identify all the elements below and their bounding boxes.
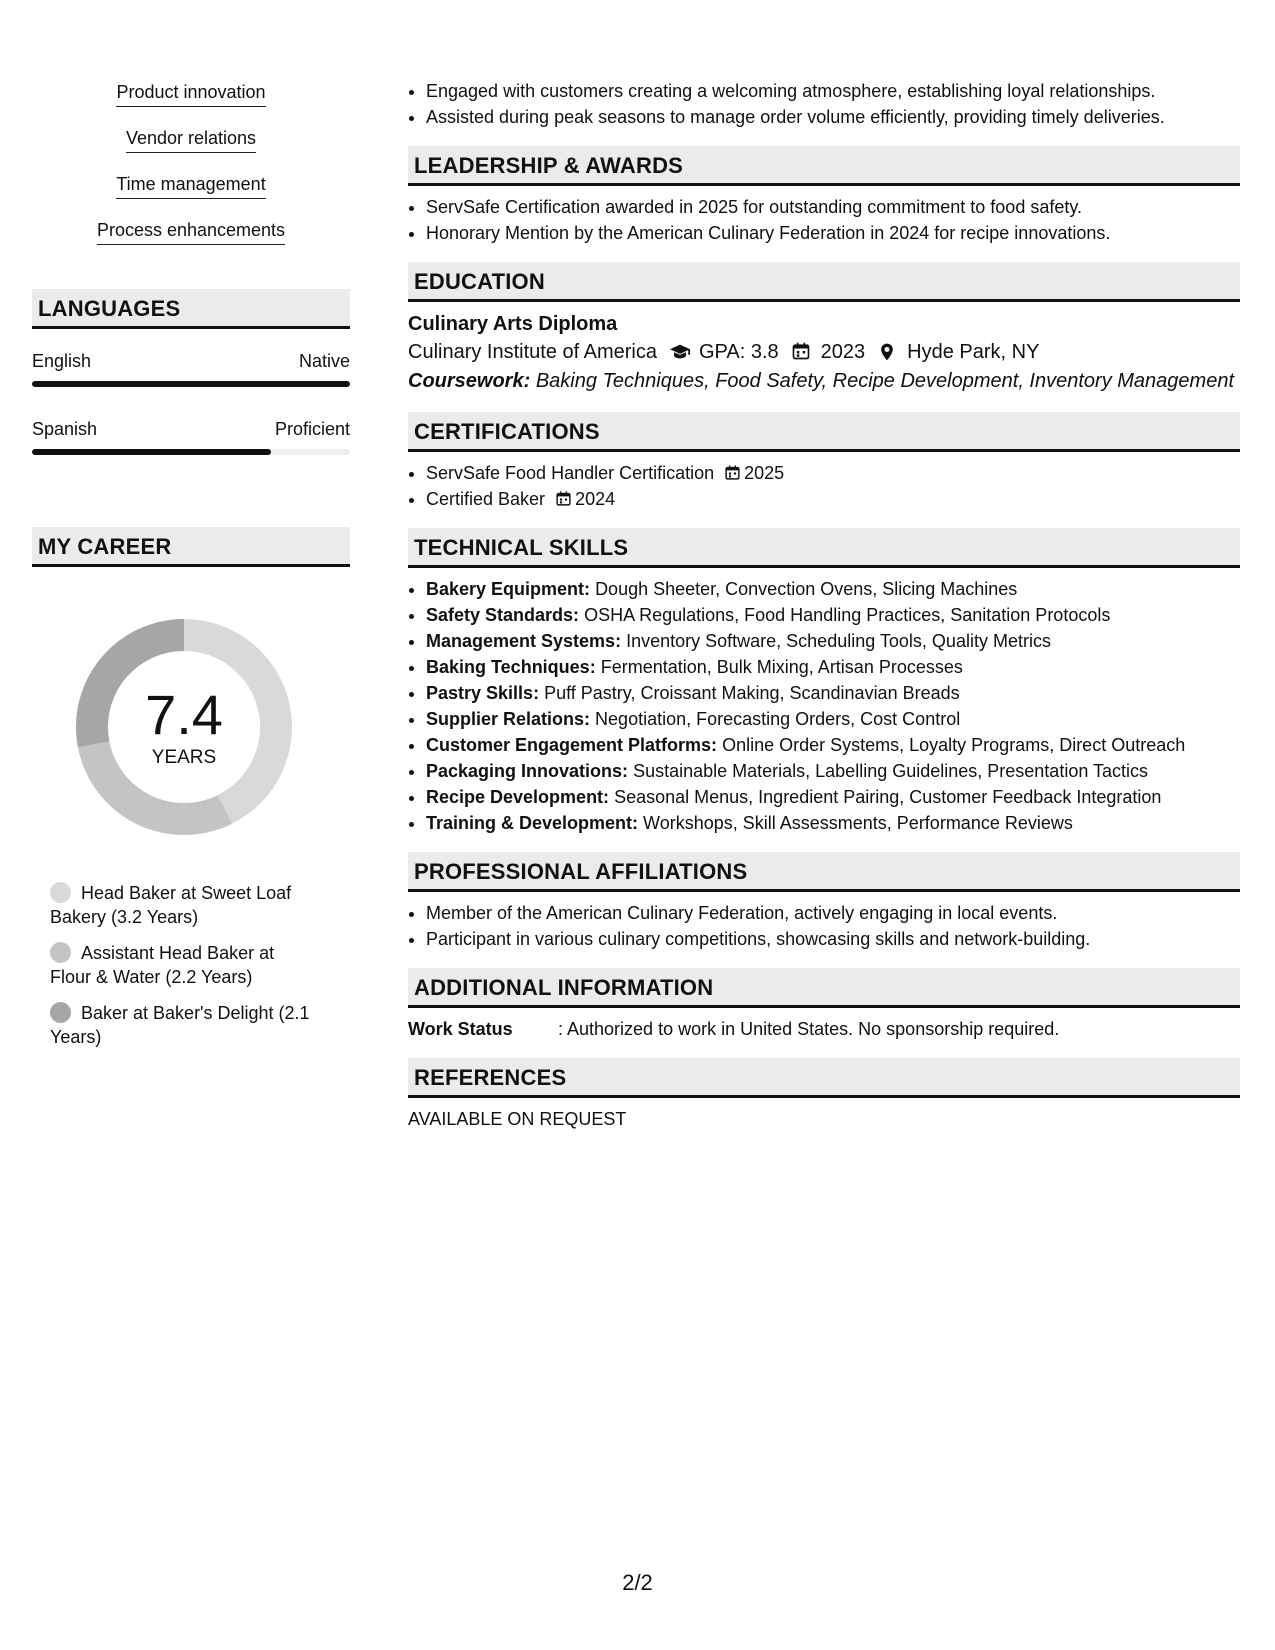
references-text: AVAILABLE ON REQUEST — [408, 1109, 627, 1129]
map-pin-icon — [877, 341, 899, 363]
education-year: 2023 — [820, 341, 866, 363]
references-section — [408, 1058, 1240, 1132]
strengths-list — [32, 80, 350, 245]
career-total: 7.4 — [145, 683, 223, 746]
legend-dot — [50, 882, 71, 903]
language-bar — [32, 449, 350, 455]
list-item: • Supplier Relations: Negotiation, Forecasting Orders, Cost Control — [426, 706, 1240, 732]
coursework-value: Baking Techniques, Food Safety, Recipe Development, Inventory Management — [535, 370, 1234, 392]
list-item: • Member of the American Culinary Federation, actively engaging in local events. — [426, 900, 1240, 926]
education-heading: EDUCATION — [408, 262, 1240, 302]
experience-bullets — [408, 78, 1240, 130]
list-item: • Certified Baker 2024 — [426, 486, 1240, 512]
work-status-label: Work Status — [408, 1019, 513, 1039]
career-unit: YEARS — [151, 747, 217, 768]
leadership-heading: LEADERSHIP & AWARDS — [408, 146, 1240, 186]
list-item: • Recipe Development: Seasonal Menus, Ingredient Pairing, Customer Feedback Integration — [426, 784, 1240, 810]
language-bar — [32, 381, 350, 387]
list-item: • Bakery Equipment: Dough Sheeter, Convection Ovens, Slicing Machines — [426, 576, 1240, 602]
languages-heading: LANGUAGES — [32, 289, 350, 329]
legend-dot — [50, 1002, 71, 1023]
education-gpa: GPA: 3.8 — [699, 341, 779, 363]
education-details — [408, 338, 1240, 366]
right-column — [408, 78, 1240, 1132]
legend-dot — [50, 942, 71, 963]
left-column — [32, 80, 350, 1061]
language-item — [32, 349, 350, 387]
education-section — [408, 262, 1240, 396]
leadership-section — [408, 146, 1240, 246]
strength-item: Product innovation — [32, 80, 350, 107]
list-item: • Customer Engagement Platforms: Online Order Systems, Loyalty Programs, Direct Outreach — [426, 732, 1240, 758]
list-item: • ServSafe Food Handler Certification 2025 — [426, 460, 1240, 486]
technical-skills-heading: TECHNICAL SKILLS — [408, 528, 1240, 568]
list-item: • ServSafe Certification awarded in 2025 for outstanding commitment to food safety. — [426, 194, 1240, 220]
strength-item: Process enhancements — [32, 218, 350, 245]
list-item: • Safety Standards: OSHA Regulations, Food Handling Practices, Sanitation Protocols — [426, 602, 1240, 628]
career-heading: MY CAREER — [32, 527, 350, 567]
education-degree: Culinary Arts Diploma — [408, 313, 618, 335]
career-legend-item: Assistant Head Baker at Flour & Water (2.2 Years) — [50, 943, 275, 987]
language-bar-fill — [32, 381, 350, 387]
calendar-icon — [724, 464, 741, 481]
work-status-row — [408, 1016, 1240, 1042]
affiliations-heading: PROFESSIONAL AFFILIATIONS — [408, 852, 1240, 892]
strength-item: Time management — [32, 172, 350, 199]
graduation-cap-icon — [669, 341, 691, 363]
additional-info-heading: ADDITIONAL INFORMATION — [408, 968, 1240, 1008]
list-item: • Pastry Skills: Puff Pastry, Croissant Making, Scandinavian Breads — [426, 680, 1240, 706]
list-item: • Assisted during peak seasons to manage order volume efficiently, providing timely deliveries. — [426, 104, 1240, 130]
education-school: Culinary Institute of America — [408, 341, 657, 363]
list-item: • Training & Development: Workshops, Skill Assessments, Performance Reviews — [426, 810, 1240, 836]
language-item — [32, 417, 350, 455]
language-level: Native — [298, 351, 350, 371]
language-level: Proficient — [274, 419, 350, 439]
affiliations-section — [408, 852, 1240, 952]
career-legend-item: Baker at Baker's Delight (2.1 Years) — [50, 1003, 310, 1047]
work-status-value: : Authorized to work in United States. No sponsorship required. — [558, 1019, 1060, 1039]
career-donut-chart — [64, 607, 304, 847]
calendar-icon — [555, 490, 572, 507]
list-item: • Honorary Mention by the American Culinary Federation in 2024 for recipe innovations. — [426, 220, 1240, 246]
references-heading: REFERENCES — [408, 1058, 1240, 1098]
page-number: 2/2 — [622, 1570, 653, 1595]
list-item: • Engaged with customers creating a welcoming atmosphere, establishing loyal relationships. — [426, 78, 1240, 104]
technical-skills-section — [408, 528, 1240, 836]
additional-info-section — [408, 968, 1240, 1042]
certifications-section — [408, 412, 1240, 512]
career-legend-item: Head Baker at Sweet Loaf Bakery (3.2 Years) — [50, 883, 292, 927]
coursework-label: Coursework: — [408, 370, 531, 392]
list-item: • Participant in various culinary competitions, showcasing skills and network-building. — [426, 926, 1240, 952]
language-name: English — [32, 351, 92, 371]
career-legend — [50, 881, 320, 1049]
list-item: • Packaging Innovations: Sustainable Materials, Labelling Guidelines, Presentation Tactics — [426, 758, 1240, 784]
certifications-heading: CERTIFICATIONS — [408, 412, 1240, 452]
language-bar-fill — [32, 449, 271, 455]
calendar-icon — [791, 341, 813, 363]
education-coursework — [408, 366, 1240, 396]
list-item: • Management Systems: Inventory Software, Scheduling Tools, Quality Metrics — [426, 628, 1240, 654]
language-name: Spanish — [32, 419, 98, 439]
strength-item: Vendor relations — [32, 126, 350, 153]
education-location: Hyde Park, NY — [907, 341, 1040, 363]
list-item: • Baking Techniques: Fermentation, Bulk Mixing, Artisan Processes — [426, 654, 1240, 680]
